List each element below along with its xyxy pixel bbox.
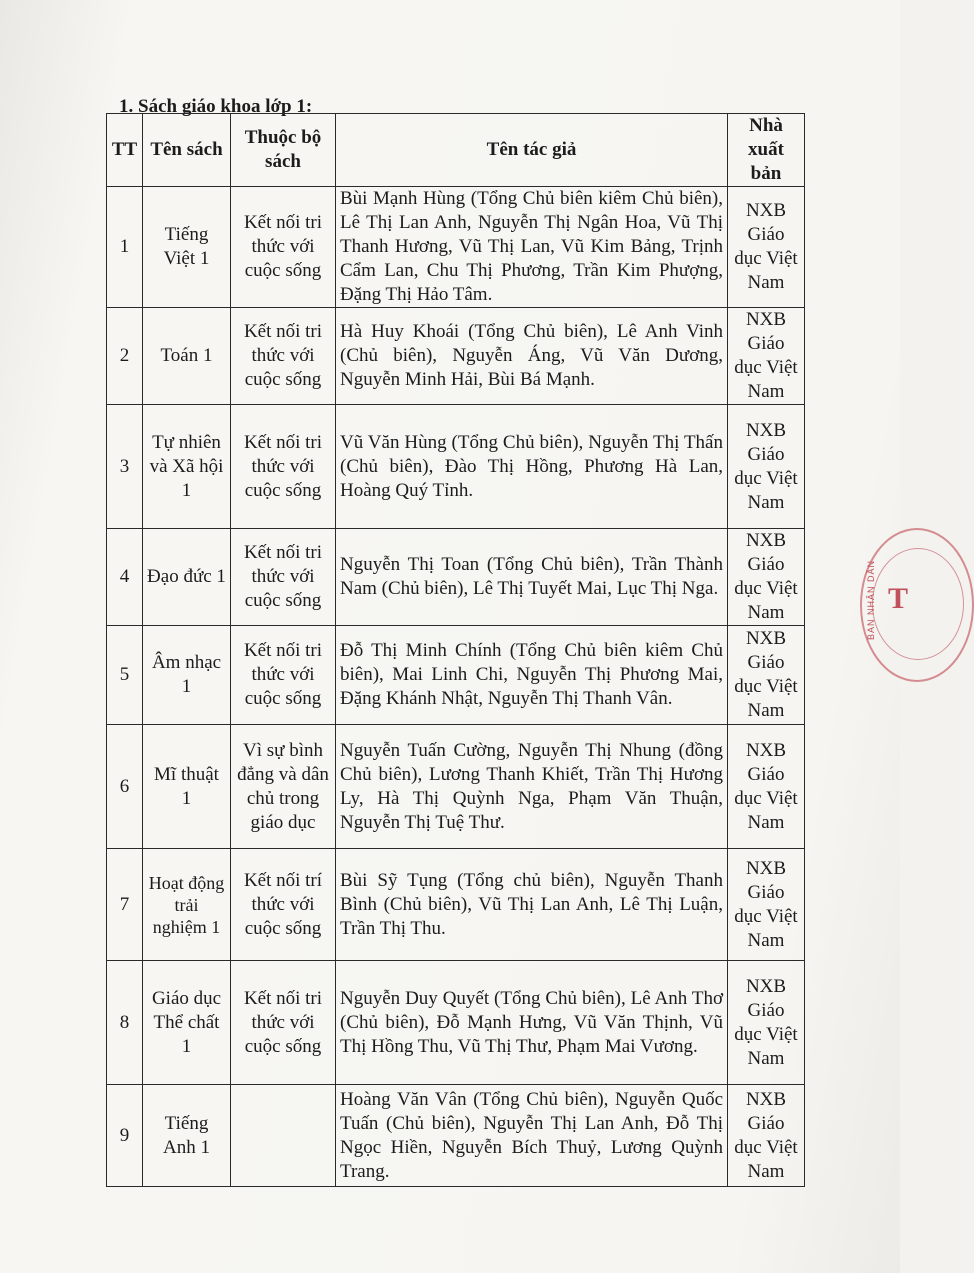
row-number: 3 bbox=[107, 405, 143, 529]
book-series: Kết nối trí thức với cuộc sống bbox=[231, 849, 336, 961]
table-row bbox=[107, 849, 805, 961]
book-series: Vì sự bình đẳng và dân chủ trong giáo dục bbox=[231, 725, 336, 849]
book-authors: Nguyễn Tuấn Cường, Nguyễn Thị Nhung (đồng Chủ biên), Lương Thanh Khiết, Trần Thị Hương Ly, Hà Thị Quỳnh Nga, Phạm Văn Thuận, Nguyễn Thị Tuệ Thư. bbox=[336, 725, 728, 849]
book-name: Tiếng Việt 1 bbox=[143, 187, 231, 308]
table-header-row bbox=[107, 114, 805, 187]
book-name: Tự nhiên và Xã hội 1 bbox=[143, 405, 231, 529]
row-number: 2 bbox=[107, 308, 143, 405]
book-authors: Đỗ Thị Minh Chính (Tổng Chủ biên kiêm Chủ biên), Mai Linh Chi, Nguyễn Thị Phương Mai, Đặng Khánh Nhật, Nguyễn Thị Thanh Vân. bbox=[336, 626, 728, 725]
textbook-table bbox=[106, 113, 805, 1187]
table-row bbox=[107, 725, 805, 849]
header-series: Thuộc bộ sách bbox=[231, 114, 336, 187]
row-number: 7 bbox=[107, 849, 143, 961]
stamp-letter: T bbox=[888, 582, 909, 615]
book-authors: Nguyễn Thị Toan (Tổng Chủ biên), Trần Thành Nam (Chủ biên), Lê Thị Tuyết Mai, Lục Thị Nga. bbox=[336, 529, 728, 626]
table-row bbox=[107, 187, 805, 308]
header-tt: TT bbox=[107, 114, 143, 187]
book-publisher: NXB Giáo dục Việt Nam bbox=[728, 308, 805, 405]
book-authors: Bùi Sỹ Tụng (Tổng chủ biên), Nguyễn Thanh Bình (Chủ biên), Vũ Thị Lan Anh, Lê Thị Luận, Trần Thị Thu. bbox=[336, 849, 728, 961]
row-number: 1 bbox=[107, 187, 143, 308]
book-name: Toán 1 bbox=[143, 308, 231, 405]
book-authors: Bùi Mạnh Hùng (Tổng Chủ biên kiêm Chủ biên), Lê Thị Lan Anh, Nguyễn Thị Ngân Hoa, Vũ Thị Thanh Hương, Vũ Thị Lan, Vũ Kim Bảng, Trịnh Cẩm Lan, Chu Thị Phương, Trần Kim Phượng, Đặng Thị Hảo Tâm. bbox=[336, 187, 728, 308]
table-row bbox=[107, 626, 805, 725]
book-publisher: NXB Giáo dục Việt Nam bbox=[728, 1085, 805, 1187]
book-publisher: NXB Giáo dục Việt Nam bbox=[728, 626, 805, 725]
book-series: Kết nối tri thức với cuộc sống bbox=[231, 961, 336, 1085]
book-series: Kết nối tri thức với cuộc sống bbox=[231, 626, 336, 725]
header-authors: Tên tác giả bbox=[336, 114, 728, 187]
table-row bbox=[107, 308, 805, 405]
book-series: Kết nối tri thức với cuộc sống bbox=[231, 308, 336, 405]
book-name: Âm nhạc 1 bbox=[143, 626, 231, 725]
book-authors: Hà Huy Khoái (Tổng Chủ biên), Lê Anh Vinh (Chủ biên), Nguyễn Áng, Vũ Văn Dương, Nguyễn Minh Hải, Bùi Bá Mạnh. bbox=[336, 308, 728, 405]
row-number: 9 bbox=[107, 1085, 143, 1187]
book-publisher: NXB Giáo dục Việt Nam bbox=[728, 961, 805, 1085]
book-authors: Hoàng Văn Vân (Tổng Chủ biên), Nguyễn Quốc Tuấn (Chủ biên), Nguyễn Thị Lan Anh, Đỗ Thị Ngọc Hiền, Nguyễn Bích Thuỷ, Lương Quỳnh Trang. bbox=[336, 1085, 728, 1187]
row-number: 6 bbox=[107, 725, 143, 849]
book-authors: Vũ Văn Hùng (Tổng Chủ biên), Nguyễn Thị Thấn (Chủ biên), Đào Thị Hồng, Phương Hà Lan, Hoàng Quý Tỉnh. bbox=[336, 405, 728, 529]
book-name: Giáo dục Thể chất 1 bbox=[143, 961, 231, 1085]
book-series: Kết nối tri thức với cuộc sống bbox=[231, 405, 336, 529]
book-name: Tiếng Anh 1 bbox=[143, 1085, 231, 1187]
book-publisher: NXB Giáo dục Việt Nam bbox=[728, 725, 805, 849]
book-publisher: NXB Giáo dục Việt Nam bbox=[728, 849, 805, 961]
book-authors: Nguyễn Duy Quyết (Tổng Chủ biên), Lê Anh Thơ (Chủ biên), Đỗ Mạnh Hưng, Vũ Văn Thịnh, Vũ Thị Hồng Thu, Vũ Thị Thư, Phạm Mai Vương. bbox=[336, 961, 728, 1085]
book-series: Kết nối tri thức với cuộc sống bbox=[231, 187, 336, 308]
book-publisher: NXB Giáo dục Việt Nam bbox=[728, 529, 805, 626]
table-row bbox=[107, 1085, 805, 1187]
book-publisher: NXB Giáo dục Việt Nam bbox=[728, 405, 805, 529]
row-number: 8 bbox=[107, 961, 143, 1085]
section-title: 1. Sách giáo khoa lớp 1: bbox=[119, 96, 313, 117]
table-row bbox=[107, 529, 805, 626]
book-series: Kết nối tri thức với cuộc sống bbox=[231, 529, 336, 626]
header-book-name: Tên sách bbox=[143, 114, 231, 187]
header-publisher: Nhà xuất bản bbox=[728, 114, 805, 187]
stamp-text: BAN NHÂN DÂN bbox=[866, 560, 876, 641]
row-number: 5 bbox=[107, 626, 143, 725]
book-name: Mĩ thuật 1 bbox=[143, 725, 231, 849]
table-row bbox=[107, 405, 805, 529]
book-series bbox=[231, 1085, 336, 1187]
book-name: Hoạt động trải nghiệm 1 bbox=[143, 849, 231, 961]
row-number: 4 bbox=[107, 529, 143, 626]
book-name: Đạo đức 1 bbox=[143, 529, 231, 626]
book-publisher: NXB Giáo dục Việt Nam bbox=[728, 187, 805, 308]
table-row bbox=[107, 961, 805, 1085]
